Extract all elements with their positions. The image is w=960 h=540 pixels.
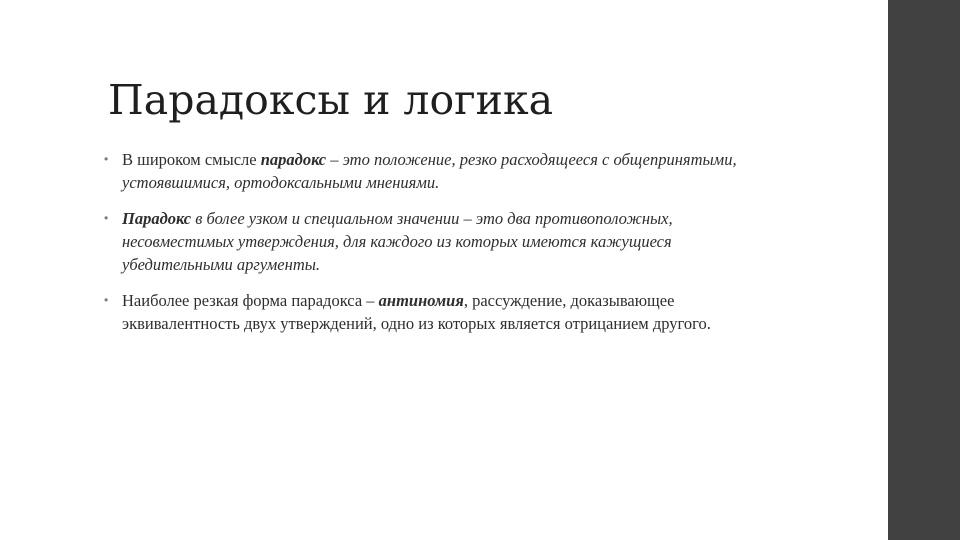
- bullet-1-text-start: В широком смысле: [122, 150, 261, 169]
- bullet-1-text-end: – это положение, резко расходящееся с общепринятыми, устоявшимися, ортодоксальными мнениями.: [122, 150, 737, 192]
- bullet-2-text-end: в более узком и специальном значении – это два противоположных, несовместимых утверждения, для каждого из которых имеются кажущиеся убедительными аргументы.: [122, 209, 673, 274]
- bullet-item-1: [104, 148, 744, 194]
- bullet-1-term: парадокс: [260, 150, 327, 169]
- bullet-icon: •: [104, 211, 109, 225]
- slide-title: Парадоксы и логика: [108, 76, 554, 124]
- bullet-3-text-start: Наиболее резкая форма парадокса –: [122, 291, 379, 310]
- bullet-item-3: [104, 289, 744, 335]
- bullet-item-2: [104, 207, 744, 276]
- bullet-icon: •: [104, 152, 109, 166]
- side-accent-bar: [888, 0, 960, 540]
- bullet-list: [104, 148, 744, 348]
- bullet-icon: •: [104, 293, 109, 307]
- bullet-3-text-end: , рассуждение, доказывающее эквивалентность двух утверждений, одно из которых является отрицанием другого.: [122, 291, 711, 333]
- bullet-3-term: антиномия: [378, 291, 464, 310]
- bullet-2-term: Парадокс: [122, 209, 192, 228]
